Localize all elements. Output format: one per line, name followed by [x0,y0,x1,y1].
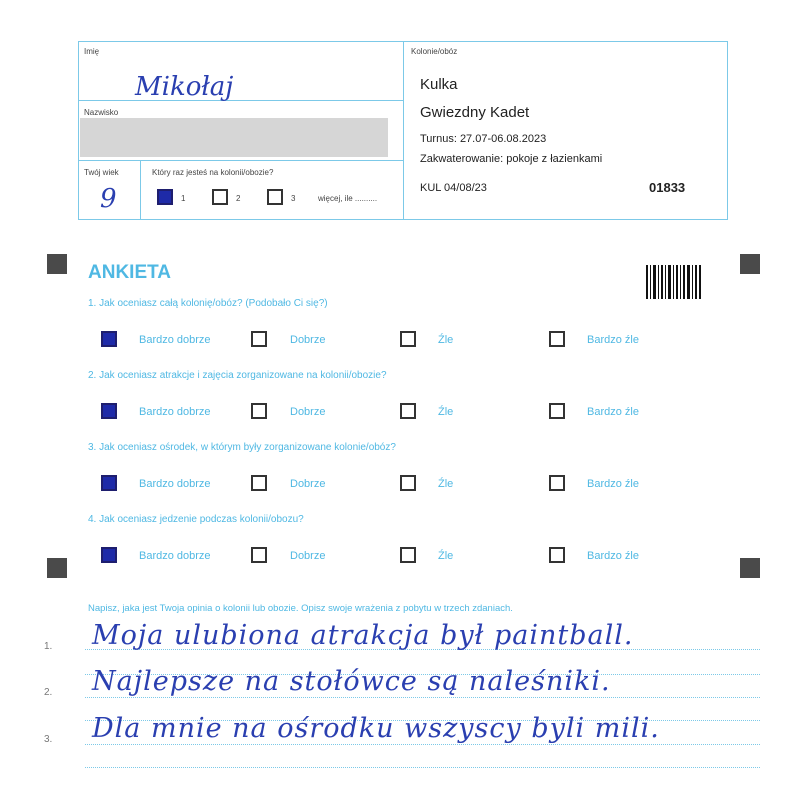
q2-option-bardzo-zle: Bardzo źle [587,406,639,418]
age-value[interactable]: 9 [100,184,117,214]
header-divider-name [78,100,403,101]
q4-checkbox-bardzo-dobrze[interactable] [101,547,117,563]
opinion-line-number-3: 3. [44,734,53,745]
q4-checkbox-bardzo-zle[interactable] [549,547,565,563]
q1-option-zle: Źle [438,334,454,346]
name-value[interactable]: Mikołaj [135,72,234,102]
registration-marker-bottom-right [740,558,760,578]
q2-checkbox-bardzo-zle[interactable] [549,403,565,419]
q4-checkbox-dobrze[interactable] [251,547,267,563]
question-2-text: 2. Jak oceniasz atrakcje i zajęcia zorganizowane na kolonii/obozie? [88,370,387,381]
q1-checkbox-zle[interactable] [400,331,416,347]
times-option-1: 1 [181,194,186,203]
opinion-prompt: Napisz, jaka jest Twoja opinia o kolonii lub obozie. Opisz swoje wrażenia z pobytu w trzech zdaniach. [88,603,513,614]
camp-label: Kolonie/obóz [411,47,458,56]
q1-checkbox-bardzo-dobrze[interactable] [101,331,117,347]
survey-title: ANKIETA [88,262,172,283]
registration-marker-top-left [47,254,67,274]
header-divider-age [140,160,141,220]
times-more-label[interactable]: więcej, ile .......... [318,194,378,203]
q1-checkbox-bardzo-zle[interactable] [549,331,565,347]
q3-option-dobrze: Dobrze [290,478,326,490]
opinion-line-3 [85,744,760,745]
q4-option-dobrze: Dobrze [290,550,326,562]
barcode-image [646,265,702,299]
q4-option-bardzo-zle: Bardzo źle [587,550,639,562]
header-divider-vertical [403,41,404,220]
q4-checkbox-zle[interactable] [400,547,416,563]
opinion-line-number-1: 1. [44,641,53,652]
name-label: Imię [84,47,100,56]
header-divider-surname [78,160,403,161]
q3-option-bardzo-zle: Bardzo źle [587,478,639,490]
camp-line2: Gwiezdny Kadet [420,104,530,121]
opinion-sentence-2[interactable]: Najlepsze na stołówce są naleśniki. [92,666,611,697]
question-1-text: 1. Jak oceniasz całą kolonię/obóz? (Podobało Ci się?) [88,298,328,309]
opinion-sentence-3[interactable]: Dla mnie na ośrodku wszyscy byli mili. [92,713,660,744]
q3-option-zle: Źle [438,478,454,490]
q3-checkbox-zle[interactable] [400,475,416,491]
camp-accommodation: Zakwaterowanie: pokoje z łazienkami [420,153,603,165]
q2-option-zle: Źle [438,406,454,418]
opinion-sentence-1[interactable]: Moja ulubiona atrakcja był paintball. [92,620,634,651]
times-checkbox-1[interactable] [157,189,173,205]
q2-checkbox-bardzo-dobrze[interactable] [101,403,117,419]
q4-option-zle: Źle [438,550,454,562]
q4-option-bardzo-dobrze: Bardzo dobrze [139,550,211,562]
q1-option-dobrze: Dobrze [290,334,326,346]
q3-checkbox-bardzo-dobrze[interactable] [101,475,117,491]
q2-checkbox-dobrze[interactable] [251,403,267,419]
q1-option-bardzo-dobrze: Bardzo dobrze [139,334,211,346]
surname-redaction [80,118,388,157]
times-option-3: 3 [291,194,296,203]
registration-marker-top-right [740,254,760,274]
camp-line1: Kulka [420,76,458,93]
opinion-line-number-2: 2. [44,687,53,698]
times-checkbox-2[interactable] [212,189,228,205]
q2-checkbox-zle[interactable] [400,403,416,419]
q2-option-dobrze: Dobrze [290,406,326,418]
q3-checkbox-dobrze[interactable] [251,475,267,491]
q3-checkbox-bardzo-zle[interactable] [549,475,565,491]
question-3-text: 3. Jak oceniasz ośrodek, w którym były zorganizowane kolonie/obóz? [88,442,396,453]
times-checkbox-3[interactable] [267,189,283,205]
q2-option-bardzo-dobrze: Bardzo dobrze [139,406,211,418]
opinion-line-3b [85,767,760,768]
registration-marker-bottom-left [47,558,67,578]
question-4-text: 4. Jak oceniasz jedzenie podczas kolonii/obozu? [88,514,304,525]
q3-option-bardzo-dobrze: Bardzo dobrze [139,478,211,490]
surname-label: Nazwisko [84,108,119,117]
q1-option-bardzo-zle: Bardzo źle [587,334,639,346]
opinion-line-2 [85,697,760,698]
times-label: Który raz jesteś na kolonii/obozie? [152,168,274,177]
camp-number: 01833 [649,180,686,195]
q1-checkbox-dobrze[interactable] [251,331,267,347]
camp-turnus: Turnus: 27.07-06.08.2023 [420,133,547,145]
times-option-2: 2 [236,194,241,203]
age-label: Twój wiek [84,168,119,177]
camp-code: KUL 04/08/23 [420,182,487,194]
